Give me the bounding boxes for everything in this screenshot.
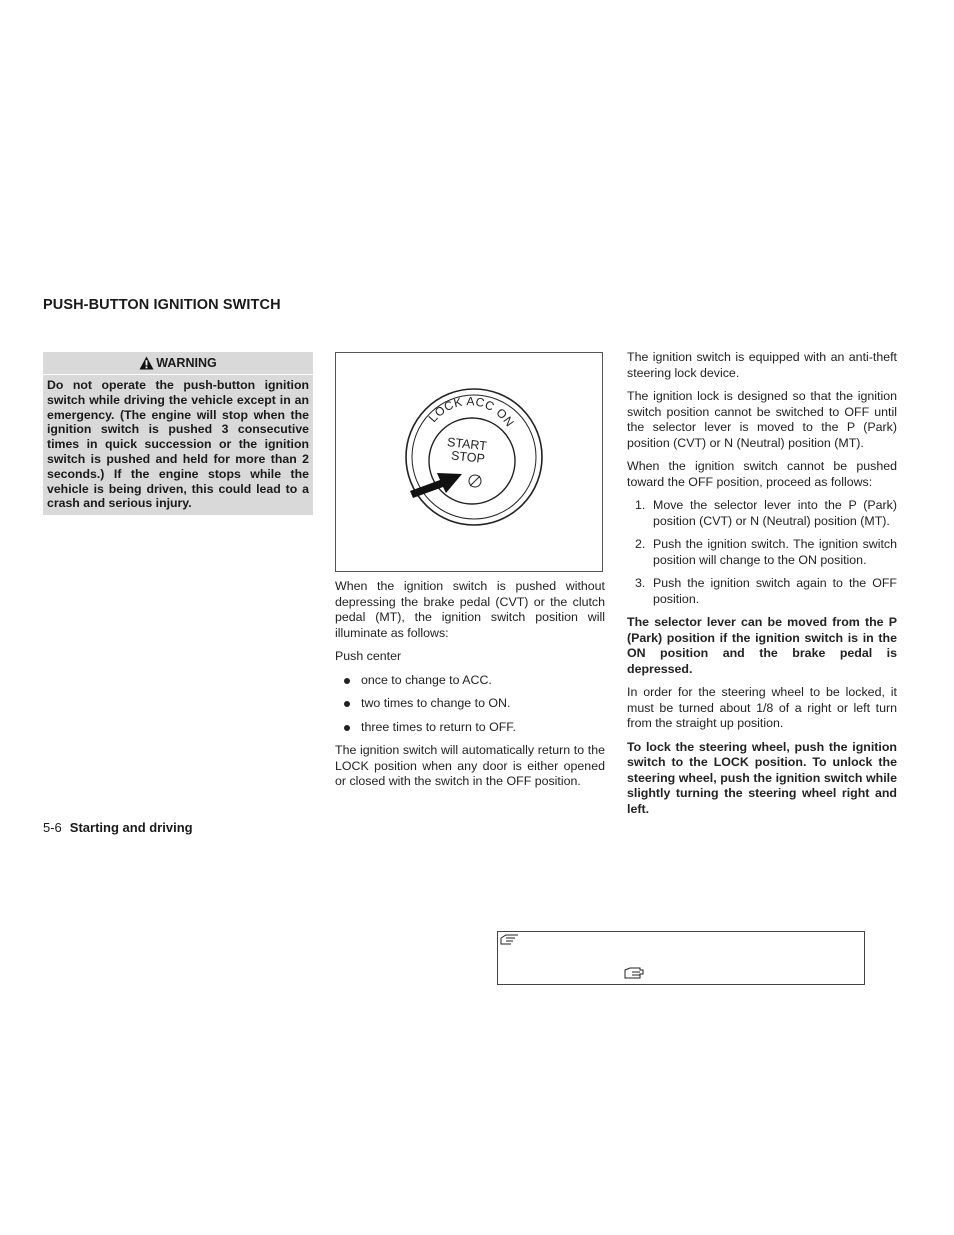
warning-text: Do not operate the push-button ignition switch while driving the vehicle except in an emergency. (The engine will stop when the ignition switch is pushed 3 consecutive times in quick succession or the ignition switch is pushed and held for more than 2 seconds.) If the engine stops while the vehicle is being driven, this could lead to a crash and serious injury. bbox=[47, 378, 309, 511]
step-number: 2. bbox=[635, 537, 646, 551]
paragraph: The ignition switch will automatically return to the LOCK position when any door is either opened or closed with the switch in the OFF position. bbox=[335, 743, 605, 788]
list-item: once to change to ACC. bbox=[335, 673, 605, 689]
paragraph: When the ignition switch is pushed without depressing the brake pedal (CVT) or the clutch pedal (MT), the ignition switch position will illuminate as follows: bbox=[335, 579, 605, 640]
column-middle bbox=[335, 579, 605, 798]
list-item bbox=[627, 576, 897, 607]
pointing-hand-icon bbox=[500, 933, 520, 947]
step-text: Push the ignition switch. The ignition switch position will change to the ON position. bbox=[653, 537, 897, 567]
paragraph: Push center bbox=[335, 649, 402, 663]
bullet-list bbox=[335, 673, 605, 736]
paragraph-bold: To lock the steering wheel, push the ignition switch to the LOCK position. To unlock the steering wheel, push the ignition switch while slightly turning the steering wheel right and left. bbox=[627, 739, 897, 816]
button-label-start: START bbox=[446, 435, 488, 454]
list-item: two times to change to ON. bbox=[335, 696, 605, 712]
paragraph: When the ignition switch cannot be pushed toward the OFF position, proceed as follows: bbox=[627, 459, 897, 489]
paragraph: The ignition switch is equipped with an anti-theft steering lock device. bbox=[627, 350, 897, 380]
step-number: 3. bbox=[635, 576, 646, 590]
footer-section: Starting and driving bbox=[69, 820, 193, 835]
page-footer bbox=[43, 820, 193, 835]
ring-label: LOCK ACC ON bbox=[425, 394, 518, 430]
warning-triangle-icon bbox=[139, 356, 154, 370]
warning-box bbox=[43, 352, 313, 515]
paragraph: The ignition lock is designed so that the ignition switch position cannot be switched to OFF until the selector lever is moved to the P (Park) position (CVT) or N (Neutral) position (MT). bbox=[627, 389, 897, 450]
warning-heading-row bbox=[43, 352, 313, 375]
paragraph-bold: The selector lever can be moved from the P (Park) position if the ignition switch is in the ON position and the brake pedal is depressed. bbox=[627, 615, 897, 676]
step-text: Push the ignition switch again to the OFF position. bbox=[653, 576, 897, 606]
list-item bbox=[627, 537, 897, 568]
section-title: PUSH-BUTTON IGNITION SWITCH bbox=[43, 297, 281, 313]
ignition-switch-illustration bbox=[335, 352, 603, 572]
hand-icon bbox=[624, 966, 644, 980]
list-item: three times to return to OFF. bbox=[335, 720, 605, 736]
step-number: 1. bbox=[635, 498, 646, 512]
paragraph: In order for the steering wheel to be locked, it must be turned about 1/8 of a right or left turn from the straight up position. bbox=[627, 685, 897, 730]
column-right bbox=[627, 350, 897, 825]
step-text: Move the selector lever into the P (Park) position (CVT) or N (Neutral) position (MT). bbox=[653, 498, 897, 528]
page-number: 5-6 bbox=[43, 820, 62, 835]
warning-heading: WARNING bbox=[156, 356, 217, 370]
list-item bbox=[627, 498, 897, 529]
button-label-stop: STOP bbox=[450, 448, 486, 466]
note-box bbox=[497, 931, 865, 985]
step-list bbox=[627, 498, 897, 607]
